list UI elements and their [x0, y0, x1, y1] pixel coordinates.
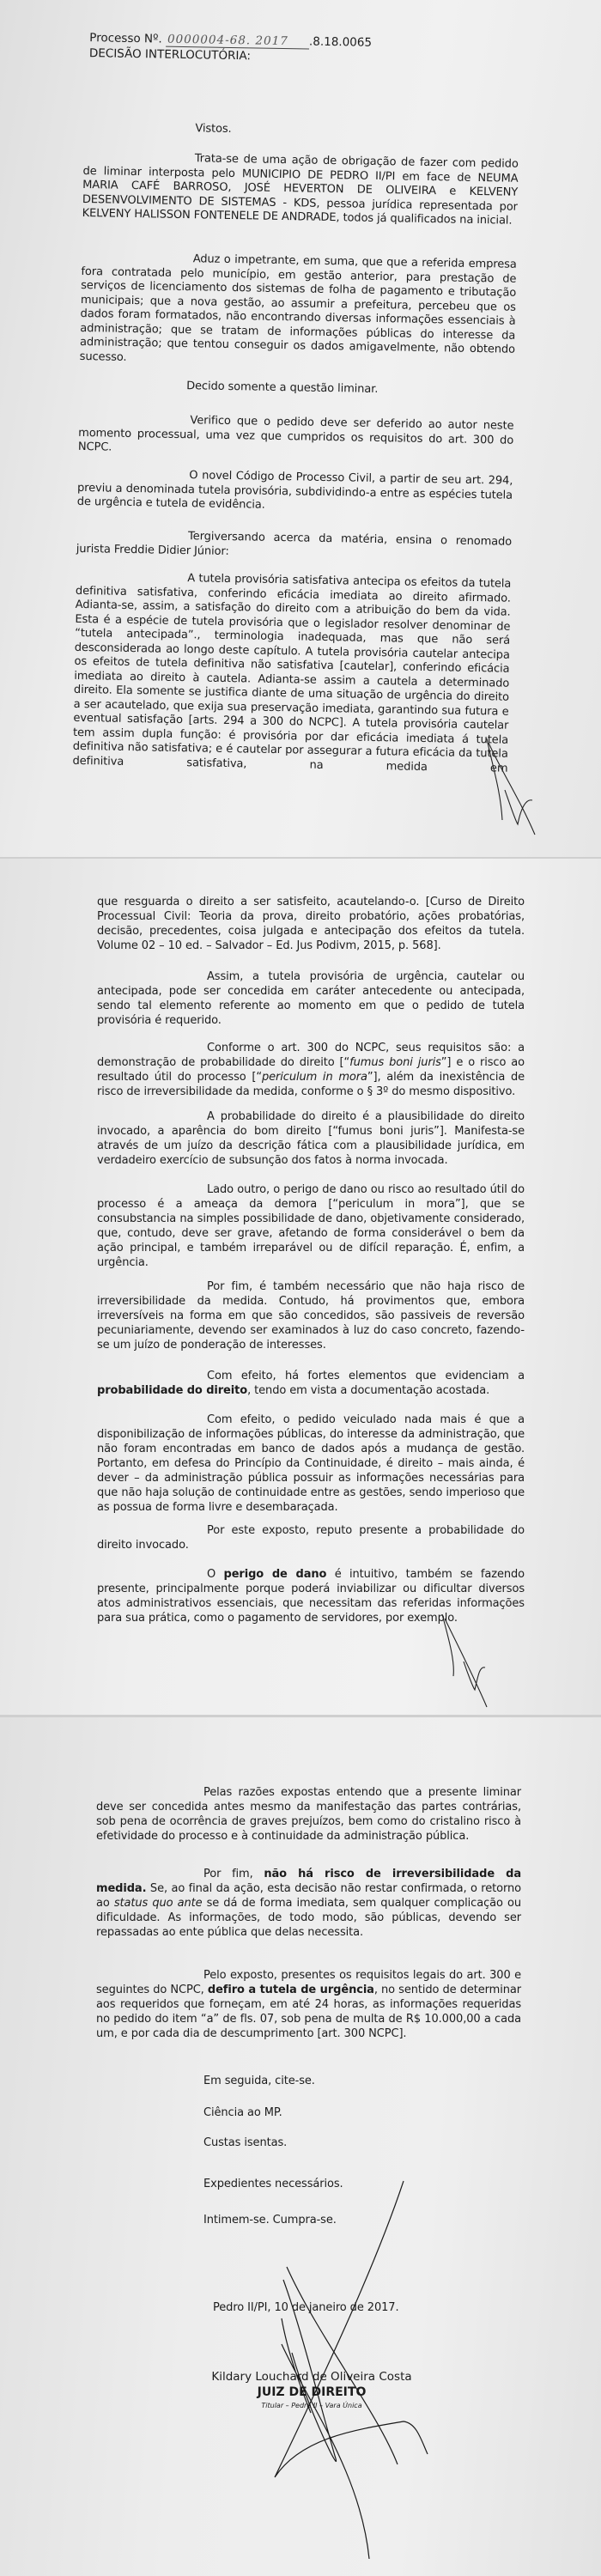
emphasis-bold-text: defiro a tutela de urgência [207, 1984, 374, 1996]
emphasis-bold-text: não há risco de irreversibilidade da medida. [96, 1868, 521, 1895]
short-line [186, 380, 378, 397]
paragraph-text: Pedro II/PI, 10 de janeiro de 2017. [213, 2301, 399, 2314]
body-paragraph [97, 1413, 525, 1515]
paragraph-text: ”], além da inexistência de risco de irreversibilidade da medida, conforme o § 3º do mesmo dispositivo. [97, 1071, 525, 1098]
body-paragraph [76, 528, 512, 564]
judge-subtitle: Titular – Pedro II – Vara Única [261, 2402, 362, 2409]
paragraph-text: ”] e o risco ao resultado útil do processo [“ [97, 1056, 525, 1084]
initials-signature-icon [477, 738, 541, 837]
paragraph-text: Vistos. [195, 122, 232, 136]
paragraph-text: Por fim, [203, 1868, 264, 1880]
paragraph-text: O novel Código de Processo Civil, a partir de seu art. 294, previu a denominada tutela provisória, subdividindo-a entre as espécies tutela de urgência e tutela de evidência. [76, 469, 513, 512]
body-paragraph [97, 895, 525, 953]
paragraph-text: Ciência ao MP. [203, 2106, 282, 2119]
paragraph-text: Trata-se de uma ação de obrigação de fazer com pedido de liminar interposta pelo MUNICIPIO DE PEDRO II/PI em face de NEUMA MARIA CAFÉ BARROSO, JOSÉ HEVERTON DE OLIVEIRA e KELVENY DESENVOLVIMENTO DE SISTEMAS - KDS, pessoa jurídica representada por KELVENY HALISSON FONTENELE DE ANDRADE, todos já qualificados na inicial. [82, 152, 519, 228]
paragraph-text: Expedientes necessários. [203, 2178, 343, 2190]
body-paragraph [97, 1369, 525, 1398]
body-paragraph [96, 1968, 521, 2041]
process-number-label: Processo Nº. [89, 31, 162, 46]
decision-title: DECISÃO INTERLOCUTÓRIA: [88, 46, 252, 64]
paragraph-text: A tutela provisória satisfativa antecipa os efeitos da tutela definitiva satisfativa, conferindo eficácia imediata ao direito afirmado. Adianta-se, assim, a satisfação do direito com a atribuição do bem da vida. Esta é a espécie de tutela provisória que o legislador resolver denominar de “tutela antecipada”., terminologia inadequada, mas que não será desconsiderada ao longo deste capítulo. A tutela provisória cautelar antecipa os efeitos de tutela definitiva não satisfativa [cautelar], conferindo eficácia imediata ao direito à cautela. Adianta-se assim a cautela a determinado direito. Ela somente se justifica diante de uma situação de urgência do direito a ser acautelado, que exija sua preservação imediata, garantindo sua futura e eventual satisfação [arts. 294 a 300 do NCPC]. A tutela provisória cautelar tem assim dupla função: é provisória por dar eficácia imediata á tutela definitiva não satisfativa; e é cautelar por assegurar a futura eficácia da tutela definitiva satisfativa, na medida em [72, 572, 512, 775]
emphasis-italic-text: periculum in mora [261, 1071, 367, 1084]
body-paragraph [72, 570, 511, 776]
paragraph-text: , no sentido de determinar aos requeridos que forneçam, em até 24 horas, as informações requeridas no pedido do item “a” de fls. 07, sob pena de multa de R$ 10.000,00 a cada um, e por cada dia de descumprimento [art. 300 NCPC]. [96, 1984, 521, 2040]
paragraph-text: Custas isentas. [203, 2136, 288, 2149]
page-2-content [0, 859, 601, 1715]
short-line [203, 2074, 315, 2088]
short-line [195, 122, 232, 137]
process-number-suffix: .8.18.0065 [308, 34, 373, 50]
paragraph-text: Aduz o impetrante, em suma, que que a referida empresa fora contratada pelo município, em gestão anterior, para prestação de serviços de licenciamento dos sistemas de folha de pagamento e tributação municipais; que a nova gestão, ao assumir a prefeitura, percebeu que os dados foram formatados, não encontrando diversas informações essenciais à administração; que se tratam de informações públicas do interesse da administração; que tentou conseguir os dados amigavelmente, não obtendo sucesso. [79, 252, 517, 364]
paragraph-text: O [207, 1568, 224, 1581]
body-paragraph [97, 969, 525, 1028]
body-paragraph [97, 1182, 525, 1270]
paragraph-text: Assim, a tutela provisória de urgência, cautelar ou antecipada, pode ser concedida em caráter antecedente ou antecipada, sendo tal elemento referente ao momento em que o pedido de tutela provisória é requerido. [97, 970, 525, 1027]
short-line [203, 2136, 287, 2150]
paragraph-text: Com efeito, o pedido veiculado nada mais é que a disponibilização de informações públicas, do interesse da administração, que não foram encontradas em banco de dados após a mudança de gestão. Portanto, em defesa do Princípio da Continuidade, é direito – mais ainda, é dever – da administração pública possuir as informações necessárias para que não haja solução de continuidade entre as gestões, sendo imperioso que as possua de forma livre e desembaraçada. [97, 1413, 525, 1514]
paragraph-text: Por fim, é também necessário que não haja risco de irreversibilidade da medida. Contudo, há provimentos que, embora irreversíveis na forma em que são concedidos, são passiveis de reversão pecuniariamente, devendo ser examinados à luz do caso concreto, fazendo-se um juízo de ponderação de interesses. [97, 1280, 525, 1352]
paragraph-text: Intimem-se. Cumpra-se. [203, 2214, 337, 2227]
paragraph-text: Pelo exposto, presentes os requisitos legais do art. 300 e seguintes do NCPC, [96, 1969, 521, 1996]
judge-signature-icon [249, 2181, 438, 2567]
emphasis-italic-text: status quo ante [113, 1897, 203, 1910]
body-paragraph [77, 467, 513, 517]
judge-title: JUIZ DE DIREITO [257, 2385, 367, 2399]
paragraph-text: Em seguida, cite-se. [203, 2075, 315, 2087]
paragraph-text: Pelas razões expostas entendo que a presente liminar deve ser concedida antes mesmo da manifestação das partes contrárias, sob pena de ocorrência de graves prejuízos, bem como do cristalino risco à efetividade do processo e à continuidade da administração pública. [96, 1786, 521, 1843]
emphasis-bold-text: perigo de dano [223, 1568, 327, 1581]
paragraph-text: A probabilidade do direito é a plausibilidade do direito invocado, a aparência do bom direito [“fumus boni juris”]. Manifesta-se através de um juízo da descrição fática com a plausibilidade jurídica, em verdadeiro exercício de subsunção dos fatos à norma invocada. [97, 1110, 525, 1167]
paragraph-text: Verifico que o pedido deve ser deferido ao autor neste momento processual, uma vez que cumpridos os requisitos do art. 300 do NCPC. [77, 414, 514, 454]
emphasis-bold-text: probabilidade do direito [97, 1384, 248, 1397]
initials-signature-icon [442, 1614, 502, 1709]
body-paragraph [97, 1279, 525, 1352]
body-paragraph [80, 251, 517, 372]
paragraph-text: Tergiversando acerca da matéria, ensina o renomado jurista Freddie Didier Júnior: [76, 530, 513, 558]
paragraph-text: Se, ao final da ação, esta decisão não restar confirmada, o retorno ao [96, 1882, 521, 1910]
body-paragraph [97, 1109, 525, 1168]
paragraph-text: Decido somente a questão liminar. [186, 380, 379, 397]
body-paragraph [96, 1785, 521, 1844]
document-page-1 [0, 0, 601, 857]
document-page-2 [0, 859, 601, 1715]
judge-name: Kildary Louchard de Oliveira Costa [211, 2370, 412, 2384]
paragraph-text: , tendo em vista a documentação acostada. [247, 1384, 490, 1397]
paragraph-text: que resguarda o direito a ser satisfeito, acautelando-o. [Curso de Direito Processual Civil: Teoria da prova, direito probatório, ações probatórias, decisão, precedentes, coisa julgada e antecipação dos efeitos da tutela. Volume 02 – 10 ed. – Salvador – Ed. Jus Podivm, 2015, p. 568]. [97, 896, 525, 952]
body-paragraph [78, 412, 514, 462]
body-paragraph [97, 1041, 525, 1099]
short-line [203, 2105, 282, 2120]
body-paragraph [97, 1523, 525, 1552]
body-paragraph [82, 150, 519, 228]
paragraph-text: Com efeito, há fortes elementos que evidenciam a [207, 1370, 525, 1382]
document-page-3 [0, 1717, 601, 2576]
emphasis-italic-text: fumus boni juris [349, 1056, 441, 1069]
paragraph-text: Lado outro, o perigo de dano ou risco ao resultado útil do processo é a ameaça da demora [“periculum in mora”], que se consubstancia na simples possibilidade de dano, objetivamente considerado, que, contudo, deve ser grave, afetando de forma considerável o bem da ação principal, e também irreparável ou de difícil reparação. É, enfim, a urgência. [97, 1183, 525, 1269]
paragraph-text: se dá de forma imediata, sem qualquer complicação ou dificuldade. As informações, de todo modo, são públicas, devendo ser repassadas ao ente pública que delas necessita. [96, 1897, 521, 1939]
page-1-content [0, 0, 601, 857]
paragraph-text: é intuitivo, também se fazendo presente, principalmente porque poderá inviabilizar ou dificultar diversos atos administrativos essenciais, que necessitam das referidas informações para sua prática, como o pagamento de servidores, por exemplo. [97, 1568, 525, 1625]
process-number-handwritten: 0000004-68. 2017 [166, 33, 309, 50]
body-paragraph [96, 1867, 521, 1940]
paragraph-text: Por este exposto, reputo presente a probabilidade do direito invocado. [97, 1524, 525, 1552]
paragraph-text: Conforme o art. 300 do NCPC, seus requisitos são: a demonstração de probabilidade do direito [“ [97, 1042, 525, 1069]
